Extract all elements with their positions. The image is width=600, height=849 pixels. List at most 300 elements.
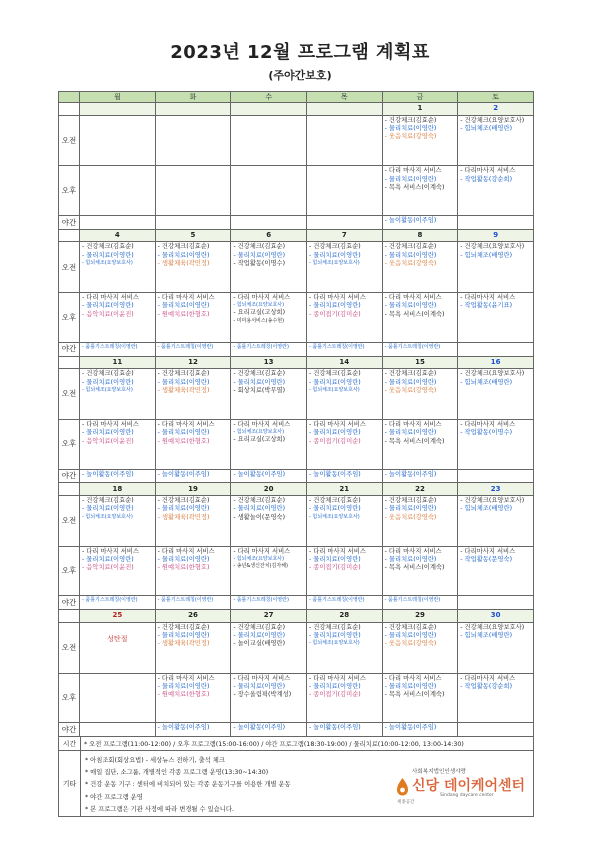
program-item: - 건강체크(김효순): [384, 623, 437, 631]
program-item: - 힘뇌체조(요양보호사): [82, 513, 133, 520]
date-row: [59, 356, 534, 369]
logo-name: [412, 775, 525, 795]
schedule-cell: [155, 546, 231, 596]
program-item: - 건강체크(김효순): [233, 497, 286, 505]
period-row-night: [59, 342, 534, 356]
program-item: - 원예치료(한형호): [157, 310, 210, 318]
program-item: - 힘뇌체조(요양보호사): [82, 386, 133, 393]
program-item: - 웃음치료(강영숙): [384, 513, 437, 521]
period-row-pm: [59, 546, 534, 596]
program-item: - 다리 마사지 서비스: [308, 674, 366, 682]
program-item: - 다리 마사지 서비스: [82, 420, 139, 428]
program-item: - 품틀기스트레칭(이영란): [82, 597, 138, 604]
program-item: - 건강체크(김효순): [308, 497, 361, 505]
program-item: - 품틀기스트레칭(이영란): [308, 597, 365, 604]
date-cell: 8: [382, 229, 458, 242]
date-cell: 6: [231, 229, 307, 242]
period-row-pm: [59, 673, 534, 723]
schedule-cell: [382, 546, 458, 596]
schedule-cell: [155, 469, 231, 483]
schedule-cell: [80, 673, 156, 723]
schedule-cell: [80, 242, 156, 293]
date-cell: 13: [231, 356, 307, 369]
schedule-cell: [231, 419, 307, 469]
schedule-cell: [306, 419, 382, 469]
schedule-cell: [231, 469, 307, 483]
period-row-night: [59, 723, 534, 737]
date-cell: 9: [458, 229, 534, 242]
program-item: - 다리 마사지 서비스: [82, 294, 139, 302]
date-cell: 30: [458, 610, 534, 623]
program-item: - 종이접기(김미순): [308, 437, 361, 445]
logo-tagline: 사회복지법인인생샤랑: [412, 769, 467, 775]
program-item: - 놀이활동(이주임): [157, 470, 210, 478]
program-item: - 다리 마사지 서비스: [233, 294, 291, 302]
date-cell: 16: [458, 356, 534, 369]
program-item: - 다리 마사지 서비스: [384, 420, 442, 428]
program-item: - 원예치료(한형호): [157, 437, 210, 445]
date-cell: 5: [155, 229, 231, 242]
schedule-cell: [382, 369, 458, 420]
schedule-table: [58, 91, 534, 737]
schedule-cell: [80, 596, 156, 610]
schedule-cell: [231, 496, 307, 547]
program-item: - 종이접기(김미순): [308, 310, 361, 318]
program-item: - 물리치료(이영란): [308, 302, 361, 310]
program-item: - 장수올림픽(박계성): [233, 691, 292, 699]
date-cell: 11: [80, 356, 156, 369]
program-item: - 물리치료(이영란): [384, 302, 437, 310]
program-item: - 물리치료(이영란): [82, 302, 134, 310]
program-item: - 생활체육(곽민정): [157, 640, 210, 648]
schedule-cell: [306, 469, 382, 483]
schedule-cell: [80, 496, 156, 547]
schedule-cell: [382, 673, 458, 723]
program-item: - 물리치료(이영란): [233, 505, 286, 513]
note-item: * 야간 프로그램 운영: [85, 793, 143, 801]
program-item: - 음악치료(이윤진): [82, 564, 134, 572]
program-item: - 물리치료(이영란): [82, 505, 134, 513]
time-text: * 오전 프로그램(11:00-12:00) / 오후 프로그램(15:00-16:00) / 야간 프로그램(18:30-19:00) / 물리치료(10:00-12:00, 13:00-14:30): [84, 741, 464, 748]
weekday-header: 토: [458, 92, 534, 103]
date-row-label: [59, 610, 80, 623]
page-subtitle: (주야간보호): [268, 69, 332, 82]
date-cell: 1: [382, 103, 458, 116]
program-item: - 건강체크(김효순): [82, 370, 134, 378]
schedule-cell: [382, 723, 458, 737]
holiday-label: 성탄절: [107, 634, 128, 643]
program-item: - 작업활동(이명수): [460, 429, 513, 437]
logo-mark-icon: [396, 777, 409, 797]
program-item: - 물리치료(이영란): [308, 682, 361, 690]
date-row-label: [59, 483, 80, 496]
date-row-label: [59, 103, 80, 116]
program-item: - 음악치료(이윤진): [82, 437, 134, 445]
date-cell: 21: [306, 483, 382, 496]
schedule-cell: [155, 242, 231, 293]
program-item: - 물리치료(이영란): [157, 682, 210, 690]
program-item: - 놀이교실(배영란): [233, 640, 286, 648]
program-item: - 건강체크(김효순): [233, 623, 286, 631]
schedule-cell: [306, 546, 382, 596]
program-item: - 물리치료(이영란): [233, 632, 286, 640]
program-item: - 힘뇌체조(요양보호사): [308, 513, 360, 520]
program-item: - 물리치료(이영란): [157, 556, 210, 564]
schedule-cell: [231, 723, 307, 737]
period-label: 오후: [59, 546, 80, 596]
program-item: - 물리치료(이영란): [384, 632, 437, 640]
program-item: - 물리치료(이영란): [157, 302, 210, 310]
program-item: - 물리치료(이영란): [308, 556, 361, 564]
program-item: - 요리교실(고상희): [233, 436, 286, 444]
schedule-cell: [231, 115, 307, 166]
program-item: - 다리마사지 서비스: [460, 420, 516, 428]
period-row-am: [59, 496, 534, 547]
program-item: - 물리치료(이영란): [157, 251, 210, 259]
period-label: 야간: [59, 215, 80, 229]
program-item: - 힘뇌체조(배영란): [460, 124, 513, 132]
notes-list: [81, 751, 291, 816]
program-item: - 물리치료(이영란): [308, 505, 361, 513]
date-cell: 25: [80, 610, 156, 623]
program-item: - 힘뇌체조(배영란): [460, 632, 513, 640]
program-item: - 웃음치료(강영숙): [384, 386, 437, 394]
note-item: * 매일 집단, 소그룹, 개별적인 각종 프로그램 운영(13:30~14:30): [85, 769, 269, 777]
program-item: - 다리 마사지 서비스: [233, 420, 291, 428]
schedule-cell: [155, 115, 231, 166]
program-item: - 건강체크(김효순): [157, 370, 210, 378]
program-item: - 원예치료(한형호): [157, 691, 210, 699]
period-label: 오전: [59, 115, 80, 166]
date-cell: 22: [382, 483, 458, 496]
schedule-cell: [382, 419, 458, 469]
schedule-cell: [231, 596, 307, 610]
program-item: - 품틀기스트레칭(이영란): [82, 343, 138, 350]
program-item: - 놀이활동(이주임): [82, 470, 134, 478]
program-item: - 작업활동(강순희): [460, 682, 513, 690]
date-cell: 26: [155, 610, 231, 623]
period-row-am: [59, 242, 534, 293]
schedule-cell: [231, 215, 307, 229]
schedule-cell: [306, 622, 382, 673]
program-item: - 품틀기스트레칭(이영란): [384, 597, 441, 604]
date-row-label: [59, 229, 80, 242]
weekday-header: 월: [80, 92, 156, 103]
program-item: - 건강체크(김효순): [384, 116, 437, 124]
program-item: - 놀이활동(이주임): [157, 724, 210, 732]
program-item: - 다리 마사지 서비스: [308, 294, 366, 302]
program-item: - 건강체크(김효순): [308, 623, 361, 631]
schedule-cell: [155, 215, 231, 229]
program-item: - 물리치료(이영란): [82, 429, 134, 437]
program-item: - 건강체크(요양보호사): [460, 116, 525, 124]
program-item: - 놀이활동(이주임): [384, 216, 437, 224]
program-item: - 다리 마사지 서비스: [384, 674, 442, 682]
period-row-pm: [59, 166, 534, 216]
program-item: - 웃음치료(강영숙): [384, 260, 437, 268]
period-row-pm: [59, 419, 534, 469]
schedule-cell: [231, 673, 307, 723]
schedule-cell: [231, 622, 307, 673]
period-label: 오후: [59, 293, 80, 343]
schedule-cell: [382, 342, 458, 356]
program-item: - 품틀기스트레칭(이영란): [384, 343, 441, 350]
schedule-cell: [382, 622, 458, 673]
schedule-cell: [458, 293, 534, 343]
program-item: - 물리치료(이영란): [82, 556, 134, 564]
program-item: - 다리 마사지 서비스: [308, 547, 366, 555]
program-item: - 건강체크(김효순): [308, 243, 361, 251]
program-item: - 놀이활동(이주임): [308, 470, 361, 478]
period-label: 오전: [59, 622, 80, 673]
schedule-cell: [155, 723, 231, 737]
schedule-cell: [458, 469, 534, 483]
program-item: - 회상치료(박무열): [233, 386, 286, 394]
program-item: - 건강체크(김효순): [233, 243, 286, 251]
program-item: - 건강체크(요양보호사): [460, 497, 525, 505]
schedule-cell: [231, 546, 307, 596]
program-item: - 물리치료(이영란): [233, 378, 286, 386]
date-cell: [231, 103, 307, 116]
schedule-cell: [155, 166, 231, 216]
schedule-cell: [458, 166, 534, 216]
schedule-cell: [458, 215, 534, 229]
program-item: - 힘뇌체조(배영란): [460, 251, 513, 259]
program-item: - 물리치료(이영란): [384, 378, 437, 386]
period-label: 오후: [59, 673, 80, 723]
program-item: - 종이접기(김미순): [308, 564, 361, 572]
date-cell: 14: [306, 356, 382, 369]
program-item: - 작업활동(강순희): [460, 175, 513, 183]
program-item: - 목욕 서비스(이계숙): [384, 691, 445, 699]
date-cell: 15: [382, 356, 458, 369]
program-item: - 힘뇌체조(요양보호사): [233, 429, 285, 436]
program-item: - 물리치료(이영란): [308, 429, 361, 437]
date-cell: 28: [306, 610, 382, 623]
period-label: 야간: [59, 469, 80, 483]
program-item: - 작업활동(문영숙): [460, 556, 513, 564]
schedule-cell: [306, 369, 382, 420]
date-cell: 29: [382, 610, 458, 623]
program-item: - 목욕 서비스(이계숙): [384, 183, 445, 191]
date-cell: [155, 103, 231, 116]
program-item: - 생활체육(곽민정): [157, 260, 210, 268]
period-label: 오후: [59, 166, 80, 216]
schedule-cell: [231, 242, 307, 293]
date-cell: 20: [231, 483, 307, 496]
schedule-cell: [231, 166, 307, 216]
program-item: - 물리치료(이영란): [384, 124, 437, 132]
period-row-night: [59, 215, 534, 229]
program-item: - 품틀기스트레칭(이영란): [157, 343, 214, 350]
program-item: - 건강체크(김효순): [157, 623, 210, 631]
program-item: - 물리치료(이영란): [384, 682, 437, 690]
logo-name-main: 신당: [412, 778, 440, 794]
program-item: - 힘뇌체조(요양보호사): [233, 302, 285, 309]
program-item: - 요리교실(고상희): [233, 309, 286, 317]
program-item: - 건강체크(김효순): [233, 370, 286, 378]
program-item: - 다리마사지 서비스: [460, 674, 516, 682]
date-cell: 18: [80, 483, 156, 496]
program-item: - 놀이활동(이주임): [308, 724, 361, 732]
program-item: - 물리치료(이영란): [82, 378, 134, 386]
program-item: - 건강체크(김효순): [157, 497, 210, 505]
program-item: - 물리치료(이영란): [308, 378, 361, 386]
schedule-cell: [231, 342, 307, 356]
schedule-cell: [155, 622, 231, 673]
period-row-am: [59, 369, 534, 420]
program-item: - 건강체크(김효순): [384, 243, 437, 251]
schedule-cell: [382, 215, 458, 229]
program-item: - 다리 마사지 서비스: [157, 294, 215, 302]
date-cell: [80, 103, 156, 116]
schedule-cell: [80, 546, 156, 596]
schedule-cell: [155, 673, 231, 723]
schedule-cell: [382, 115, 458, 166]
program-item: - 놀이활동(이주임): [384, 724, 437, 732]
program-item: - 작업활동(이명수): [233, 260, 286, 268]
program-item: - 힘뇌체조(요양보호사): [233, 556, 285, 563]
period-label: 오전: [59, 496, 80, 547]
program-item: - 힘뇌체조(요양보호사): [82, 260, 133, 267]
program-item: - 품틀기스트레칭(이영란): [233, 343, 289, 350]
program-item: - 다리 마사지 서비스: [157, 674, 215, 682]
schedule-cell: [155, 369, 231, 420]
notes-label: 기타: [59, 751, 81, 816]
weekday-header-row: [59, 92, 534, 103]
program-item: - 물리치료(이영란): [157, 429, 210, 437]
program-item: - 건강체크(김효순): [384, 370, 437, 378]
schedule-cell: [80, 115, 156, 166]
program-item: - 힘뇌체조(배영란): [460, 505, 513, 513]
program-item: - 물리치료(이영란): [384, 556, 437, 564]
schedule-cell: [80, 293, 156, 343]
schedule-cell: [458, 242, 534, 293]
program-item: - 다리 마사지 서비스: [384, 547, 442, 555]
date-cell: 2: [458, 103, 534, 116]
program-item: - 물리치료(이영란): [157, 378, 210, 386]
date-row-label: [59, 356, 80, 369]
program-item: - 힘뇌체조(요양보호사): [308, 640, 360, 647]
schedule-cell: [306, 496, 382, 547]
schedule-cell: [80, 369, 156, 420]
note-item: * 본 프로그램은 기관 사정에 따라 변경될 수 있습니다.: [85, 805, 234, 813]
note-item: * 아침조회(회상요법) - 세상뉴스 전하기, 출석 체크: [85, 757, 225, 764]
program-item: - 물리치료(이영란): [384, 251, 437, 259]
program-item: - 물리치료(이영란): [233, 251, 286, 259]
weekday-header: 금: [382, 92, 458, 103]
program-item: - 송년&생신잔치(김자해): [233, 563, 288, 570]
schedule-cell: [458, 115, 534, 166]
schedule-cell: [458, 546, 534, 596]
program-item: - 품틀기스트레칭(이영란): [308, 343, 365, 350]
program-item: - 다리 마사지 서비스: [82, 547, 139, 555]
program-item: - 건강체크(김효순): [384, 497, 437, 505]
date-row: [59, 103, 534, 116]
program-item: - 놀이활동(이주임): [233, 470, 286, 478]
time-row: [58, 737, 534, 751]
program-item: - 건강체크(요양보호사): [460, 623, 525, 631]
program-item: - 다리 마사지 서비스: [233, 547, 291, 555]
date-cell: 4: [80, 229, 156, 242]
page-title: 2023년 12월 프로그램 계획표: [170, 42, 430, 63]
program-item: - 목욕 서비스(이계숙): [384, 564, 445, 572]
schedule-cell: [80, 419, 156, 469]
program-item: - 물리치료(이영란): [308, 251, 361, 259]
logo-name-rest: 데이케어센터: [443, 778, 526, 794]
schedule-cell: [458, 419, 534, 469]
program-item: - 다리 마사지 서비스: [157, 547, 215, 555]
program-item: - 놀이활동(이주임): [233, 724, 286, 732]
logo-org: 세종공간: [397, 800, 415, 805]
date-row: [59, 610, 534, 623]
program-item: - 힘뇌체조(요양보호사): [308, 386, 360, 393]
program-item: - 건강체크(김효순): [82, 243, 134, 251]
program-item: - 건강체크(요양보호사): [460, 370, 525, 378]
program-item: - 물리치료(이영란): [82, 251, 134, 259]
schedule-cell: [155, 419, 231, 469]
schedule-cell: [458, 342, 534, 356]
program-item: - 생활체육(곽민정): [157, 386, 210, 394]
schedule-body: [59, 103, 534, 737]
program-item: - 원예치료(한형호): [157, 564, 210, 572]
schedule-cell: [306, 215, 382, 229]
date-cell: [306, 103, 382, 116]
program-item: - 품틀기스트레칭(이영란): [233, 597, 289, 604]
program-item: - 목욕 서비스(이계숙): [384, 310, 445, 318]
schedule-cell: [458, 596, 534, 610]
schedule-cell: [306, 166, 382, 216]
program-item: - 다리마사지 서비스: [460, 167, 516, 175]
corner-cell: [59, 92, 80, 103]
program-item: - 웃음치료(강영숙): [384, 133, 437, 141]
schedule-cell: [306, 723, 382, 737]
program-item: - 다리 마사지 서비스: [233, 674, 291, 682]
date-cell: 7: [306, 229, 382, 242]
program-item: - 건강체크(김효순): [82, 497, 134, 505]
program-item: - 다리마사지 서비스: [460, 547, 516, 555]
schedule-cell: [306, 115, 382, 166]
schedule-cell: [382, 166, 458, 216]
program-item: - 생활체육(곽민정): [157, 513, 210, 521]
schedule-cell: [458, 369, 534, 420]
program-item: - 다리 마사지 서비스: [384, 294, 442, 302]
date-cell: 23: [458, 483, 534, 496]
period-label: 야간: [59, 342, 80, 356]
period-label: 오전: [59, 369, 80, 420]
note-item: * 건강 운동 기구 : 센터에 비치되어 있는 각종 운동기구를 이용한 개별 운동: [85, 781, 291, 789]
program-item: - 품틀기스트레칭(이영란): [157, 597, 214, 604]
schedule-cell: [231, 293, 307, 343]
program-item: - 건강체크(김효순): [157, 243, 210, 251]
date-cell: 27: [231, 610, 307, 623]
program-item: - 힘뇌체조(요양보호사): [308, 260, 360, 267]
schedule-cell: [458, 673, 534, 723]
program-item: - 놀이활동(이주임): [384, 470, 437, 478]
date-row: [59, 483, 534, 496]
program-item: - 물리치료(이영란): [384, 175, 437, 183]
period-row-night: [59, 469, 534, 483]
schedule-cell: [306, 242, 382, 293]
weekday-header: 화: [155, 92, 231, 103]
logo-english: Sindang daycare center: [440, 793, 494, 798]
time-label: 시간: [59, 737, 81, 750]
program-item: - 다리 마사지 서비스: [384, 167, 442, 175]
program-item: - 건강체크(요양보호사): [460, 243, 525, 251]
weekday-header: 수: [231, 92, 307, 103]
schedule-cell: [306, 673, 382, 723]
schedule-cell: [155, 293, 231, 343]
